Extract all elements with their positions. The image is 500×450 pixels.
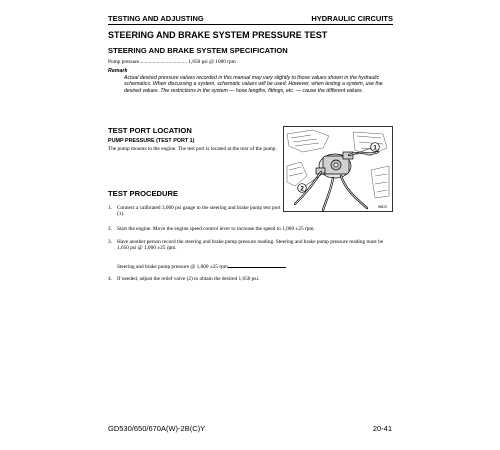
header-rule (108, 24, 393, 25)
step-number: 4. (108, 276, 112, 282)
step-number: 3. (108, 239, 112, 245)
remark-text: Actual desired pressure values recorded in this manual may vary slightly to those values shown in the hydraulic schematics. When discussing a system, schematic values will be used. However, when testing a system, use the desired values. The restrictions in the system — hose lengths, fittings, etc. — cause the different values. (124, 75, 383, 94)
pressure-record-blank (228, 262, 286, 268)
step-number: 2. (108, 226, 112, 232)
pump-pressure-value: 1,650 psi @ 1000 rpm (188, 59, 236, 65)
page-header (108, 14, 393, 24)
step-number: 1. (108, 205, 112, 211)
step-text: If needed, adjust the relief valve (2) to obtain the desired 1,650 psi. (117, 276, 260, 282)
spec-leader-dots: .................................... (139, 59, 189, 65)
pump-pressure-label: Pump pressure (108, 59, 140, 65)
pump-illustration (283, 126, 393, 212)
step-text: Start the engine. Move the engine speed control lever to increase the speed to 1,000 ±25 rpm. (117, 226, 315, 232)
callout-1-label: 1 (373, 144, 377, 152)
figure-id: ffb870 (378, 205, 387, 209)
remark-label: Remark (108, 68, 128, 74)
test-port-subheading: PUMP PRESSURE (TEST PORT 1) (108, 138, 195, 144)
spec-heading: STEERING AND BRAKE SYSTEM SPECIFICATION (108, 46, 288, 55)
pressure-record-line (117, 262, 393, 270)
test-port-text: The pump mounts to the engine. The test port is located at the rear of the pump. (108, 146, 277, 152)
callout-2-label: 2 (300, 185, 304, 193)
footer-page-number: 20-41 (372, 424, 392, 433)
test-port-heading: TEST PORT LOCATION (108, 126, 192, 135)
pump-location-figure (283, 126, 393, 212)
pump-pressure-spec (108, 59, 236, 65)
header-chapter-title: HYDRAULIC CIRCUITS (311, 14, 393, 23)
step-text: Connect a calibrated 3,000 psi gauge to the steering and brake pump test port (1). (117, 205, 281, 218)
procedure-heading: TEST PROCEDURE (108, 189, 179, 198)
page-title: STEERING AND BRAKE SYSTEM PRESSURE TEST (108, 30, 328, 40)
pressure-record-label: Steering and brake pump pressure @ 1,000 ±25 rpm (117, 264, 228, 270)
footer-model: GD530/650/670A(W)-2B(C)Y (108, 424, 206, 433)
step-text: Have another person record the steering and brake pump pressure reading. Steering and brake pump pressure reading must be 1,650 psi @ 1,000 ±25 rpm. (117, 239, 384, 252)
header-section-title: TESTING AND ADJUSTING (108, 14, 204, 23)
